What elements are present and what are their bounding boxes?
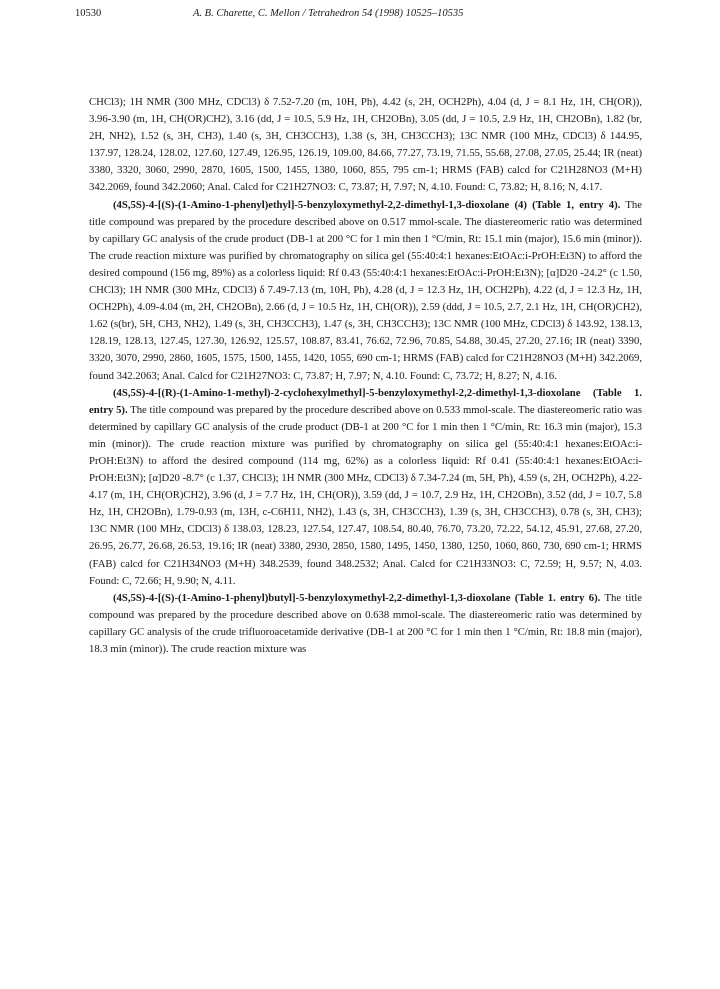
compound-heading: (4S,5S)-4-[(S)-(1-Amino-1-phenyl)ethyl]-5-benzyloxymethyl-2,2-dimethyl-1,3-dioxolane (4) (Table 1, entry 4). [113,198,621,211]
paragraph-continuation [89,94,642,197]
paragraph-text: CHCl3); 1H NMR (300 MHz, CDCl3) δ 7.52-7.20 (m, 10H, Ph), 4.42 (s, 2H, OCH2Ph), 4.04 (d, J = 8.1 Hz, 1H, CH(OR)), 3.96-3.90 (m, 1H, CH(OR)CH2), 3.16 (dd, J = 10.5, 5.9 Hz, 1H, CH2OBn), 3.05 (dd, J = 10.5, 2.9 Hz, 1H, CH2OBn), 1.82 (br, 2H, NH2), 1.52 (s, 3H, CH3), 1.40 (s, 3H, CH3CCH3), 1.38 (s, 3H, CH3CCH3); 13C NMR (100 MHz, CDCl3) δ 144.95, 137.97, 128.24, 128.02, 127.60, 127.49, 126.95, 126.19, 109.00, 84.66, 77.27, 73.19, 71.55, 55.68, 27.08, 27.05, 25.44; IR (neat) 3380, 3320, 3060, 2990, 2870, 1605, 1500, 1455, 1380, 1060, 855, 795 cm-1; HRMS (FAB) calcd for C21H28NO3 (M+H) 342.2069, found 342.2060; Anal. Calcd for C21H27NO3: C, 73.87; H, 7.97; N, 4.10. Found: C, 73.82; H, 8.16; N, 4.17. [89,96,642,194]
paragraph-compound-entry-6 [89,590,642,658]
running-header [75,8,655,24]
experimental-text [89,94,642,658]
running-title: A. B. Charette, C. Mellon / Tetrahedron 54 (1998) 10525–10535 [193,8,464,19]
compound-heading: (4S,5S)-4-[(S)-(1-Amino-1-phenyl)butyl]-5-benzyloxymethyl-2,2-dimethyl-1,3-dioxolane (Table 1. entry 6). [113,591,601,604]
paragraph-text: The title compound was prepared by the procedure described above on 0.638 mmol-scale. The diastereomeric ratio was determined by capillary GC analysis of the crude trifluoroacetamide derivative (DB-1 at 200 °C for 1 min then 1 °C/min, Rt: 18.8 min (major), 18.3 min (minor)). The crude reaction mixture was [89,591,642,655]
paragraph-text: The title compound was prepared by the procedure described above on 0.533 mmol-scale. The diastereomeric ratio was determined by capillary GC analysis of the crude product (DB-1 at 200 °C for 1 min then 1 °C/min, Rt: 16.3 min (major), 15.3 min (minor)). The crude reaction mixture was purified by chromatography on silica gel (55:40:4:1 hexanes:EtOAc:i-PrOH:Et3N) to afford the desired compound (114 mg, 62%) as a colorless liquid: Rf 0.41 (55:40:4:1 hexanes:EtOAc:i-PrOH:Et3N); [α]D20 -8.7° (c 1.37, CHCl3); 1H NMR (300 MHz, CDCl3) δ 7.34-7.24 (m, 5H, Ph), 4.59 (s, 2H, OCH2Ph), 4.22-4.17 (m, 1H, CH(OR)CH2), 3.96 (d, J = 7.7 Hz, 1H, CH(OR)), 3.59 (dd, J = 10.7, 2.9 Hz, 1H, CH2OBn), 3.52 (dd, J = 10.7, 5.8 Hz, 1H, CH2OBn), 1.79-0.93 (m, 13H, c-C6H11, NH2), 1.43 (s, 3H, CH3CCH3), 1.39 (s, 3H, CH3CCH3), 0.78 (s, 3H, CH3); 13C NMR (100 MHz, CDCl3) δ 138.03, 128.23, 127.54, 127.47, 108.54, 80.40, 76.70, 73.20, 72.22, 54.12, 45.91, 27.68, 27.20, 26.95, 26.77, 26.68, 26.53, 19.16; IR (neat) 3380, 2930, 2850, 1580, 1495, 1450, 1380, 1250, 1060, 860, 730, 690 cm-1; HRMS (FAB) calcd for C21H34NO3 (M+H) 348.2539, found 348.2532; Anal. Calcd for C21H33NO3: C, 72.59; H, 9.57; N, 4.03. Found: C, 72.66; H, 9.90; N, 4.11. [89,403,642,587]
page-number: 10530 [75,8,102,19]
paragraph-text: The title compound was prepared by the procedure described above on 0.517 mmol-scale. The diastereomeric ratio was determined by capillary GC analysis of the crude product (DB-1 at 200 °C for 1 min then 1 °C/min, Rt: 15.1 min (major), 15.6 min (minor)). The crude reaction mixture was purified by chromatography on silica gel (55:40:4:1 hexanes:EtOAc:i-PrOH:Et3N) to afford the desired compound (156 mg, 89%) as a colorless liquid: Rf 0.43 (55:40:4:1 hexanes:EtOAc:i-PrOH:Et3N); [α]D20 -24.2° (c 1.50, CHCl3); 1H NMR (300 MHz, CDCl3) δ 7.49-7.13 (m, 10H, Ph), 4.28 (d, J = 12.3 Hz, 1H, OCH2Ph), 4.22 (d, J = 12.3 Hz, 1H, OCH2Ph), 4.09-4.04 (m, 2H, CH2OBn), 2.66 (d, J = 10.5 Hz, 1H, CH(OR)), 2.59 (ddd, J = 10.5, 2.7, 2.1 Hz, 1H, CH(OR)CH2), 1.62 (s(br), 5H, CH3, NH2), 1.49 (s, 3H, CH3CCH3), 1.47 (s, 3H, CH3CCH3); 13C NMR (100 MHz, CDCl3) δ 143.92, 138.13, 128.19, 128.13, 127.45, 127.30, 126.92, 125.57, 108.87, 83.41, 76.62, 72.96, 70.85, 54.88, 30.45, 27.20, 27.16; IR (neat) 3390, 3320, 3070, 2990, 2860, 1605, 1575, 1500, 1455, 1420, 1055, 690 cm-1; HRMS (FAB) calcd for C21H28NO3 (M+H) 342.2069, found 342.2063; Anal. Calcd for C21H27NO3: C, 73.87; H, 7.97; N, 4.10. Found: C, 73.72; H, 8.27; N, 4.16. [89,198,642,382]
paragraph-compound-entry-5 [89,385,642,590]
compound-heading: (4S,5S)-4-[(R)-(1-Amino-1-methyl)-2-cyclohexylmethyl]-5-benzyloxymethyl-2,2-dimethyl-1,3-dioxolane (Table 1. entry 5). [89,386,642,416]
paragraph-compound-4 [89,197,642,385]
